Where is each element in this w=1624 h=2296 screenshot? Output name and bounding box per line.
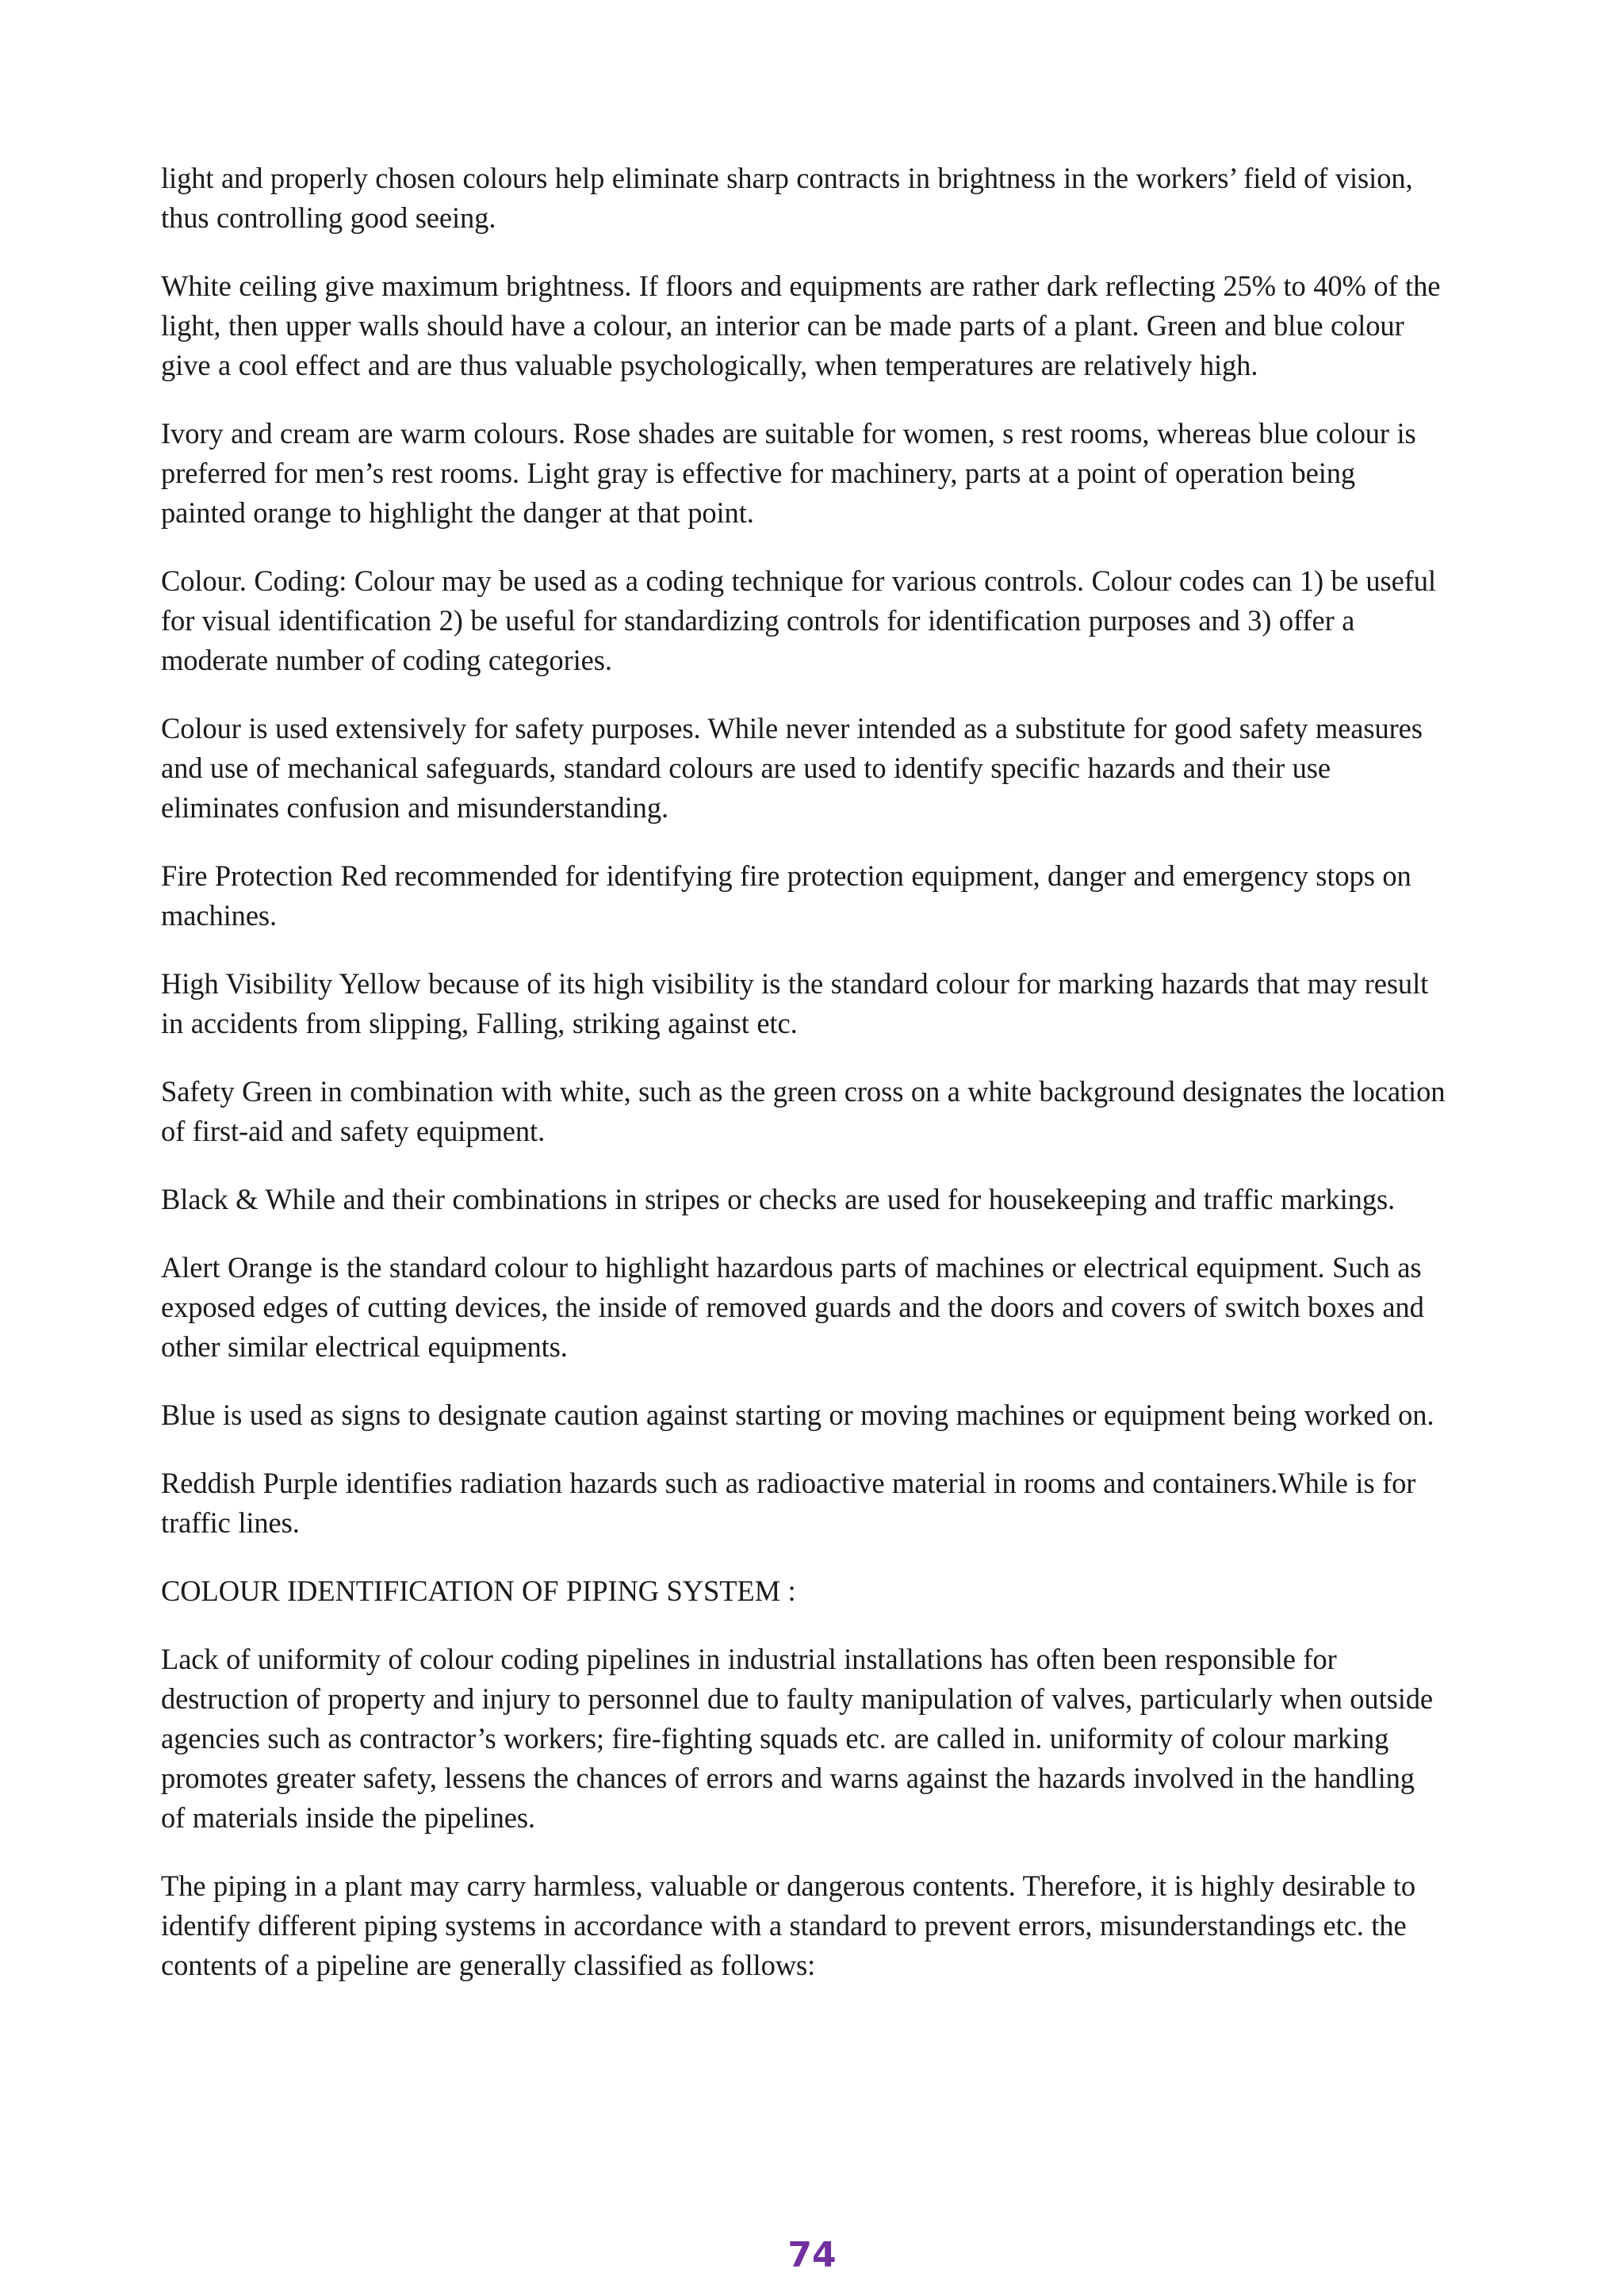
paragraph-colour-coding: Colour. Coding: Colour may be used as a coding technique for various controls. Colour codes can 1) be useful for visual identification 2) be useful for standardizing controls for identification purposes and 3) offer a moderate number of coding categories. bbox=[161, 564, 1436, 676]
paragraph-lighting-colours: light and properly chosen colours help eliminate sharp contracts in brightness in the workers’ field of vision, thus controlling good seeing. bbox=[161, 162, 1413, 234]
paragraph-blue: Blue is used as signs to designate caution against starting or moving machines or equipment being worked on. bbox=[161, 1399, 1434, 1431]
paragraph-warm-colours: Ivory and cream are warm colours. Rose shades are suitable for women, s rest rooms, whereas blue colour is preferred for men’s rest rooms. Light gray is effective for machinery, parts at a point of operation being painted orange to highlight the danger at that point. bbox=[161, 417, 1416, 529]
paragraph-alert-orange: Alert Orange is the standard colour to highlight hazardous parts of machines or electrical equipment. Such as exposed edges of cutting devices, the inside of removed guards and the doors and covers of switch boxes and other similar electrical equipments. bbox=[161, 1251, 1424, 1363]
paragraph-piping-contents: The piping in a plant may carry harmless, valuable or dangerous contents. Therefore, it is highly desirable to identify different piping systems in accordance with a standard to prevent errors, misunderstandings etc. the contents of a pipeline are generally classified as follows: bbox=[161, 1869, 1416, 1981]
paragraph-fire-protection-red: Fire Protection Red recommended for identifying fire protection equipment, danger and emergency stops on machines. bbox=[161, 859, 1411, 932]
paragraph-lack-of-uniformity: Lack of uniformity of colour coding pipelines in industrial installations has often been responsible for destruction of property and injury to personnel due to faulty manipulation of valves, particularly when outside agencies such as contractor’s workers; fire-fighting squads etc. are called in. uniformity of colour marking promotes greater safety, lessens the chances of errors and warns against the hazards involved in the handling of materials inside the pipelines. bbox=[161, 1643, 1434, 1834]
paragraph-safety-purposes: Colour is used extensively for safety purposes. While never intended as a substitute for good safety measures and use of mechanical safeguards, standard colours are used to identify specific hazards and their use eliminates confusion and misunderstanding. bbox=[161, 712, 1423, 824]
paragraph-reddish-purple: Reddish Purple identifies radiation hazards such as radioactive material in rooms and containers.While is for traffic lines. bbox=[161, 1467, 1416, 1539]
paragraph-white-ceiling: White ceiling give maximum brightness. If floors and equipments are rather dark reflecting 25% to 40% of the light, then upper walls should have a colour, an interior can be made parts of a plant. Green and blue colour give a cool effect and are thus valuable psychologically, when temperatures are relatively high. bbox=[161, 270, 1441, 381]
page-number: 74 bbox=[787, 2235, 837, 2275]
paragraph-safety-green: Safety Green in combination with white, such as the green cross on a white background designates the location of first-aid and safety equipment. bbox=[161, 1075, 1446, 1147]
paragraph-black-white: Black & While and their combinations in stripes or checks are used for housekeeping and traffic markings. bbox=[161, 1183, 1396, 1215]
paragraph-high-visibility-yellow: High Visibility Yellow because of its high visibility is the standard colour for marking hazards that may result in accidents from slipping, Falling, striking against etc. bbox=[161, 967, 1429, 1039]
section-heading-piping: COLOUR IDENTIFICATION OF PIPING SYSTEM : bbox=[161, 1575, 796, 1607]
body-text bbox=[161, 159, 1446, 2014]
